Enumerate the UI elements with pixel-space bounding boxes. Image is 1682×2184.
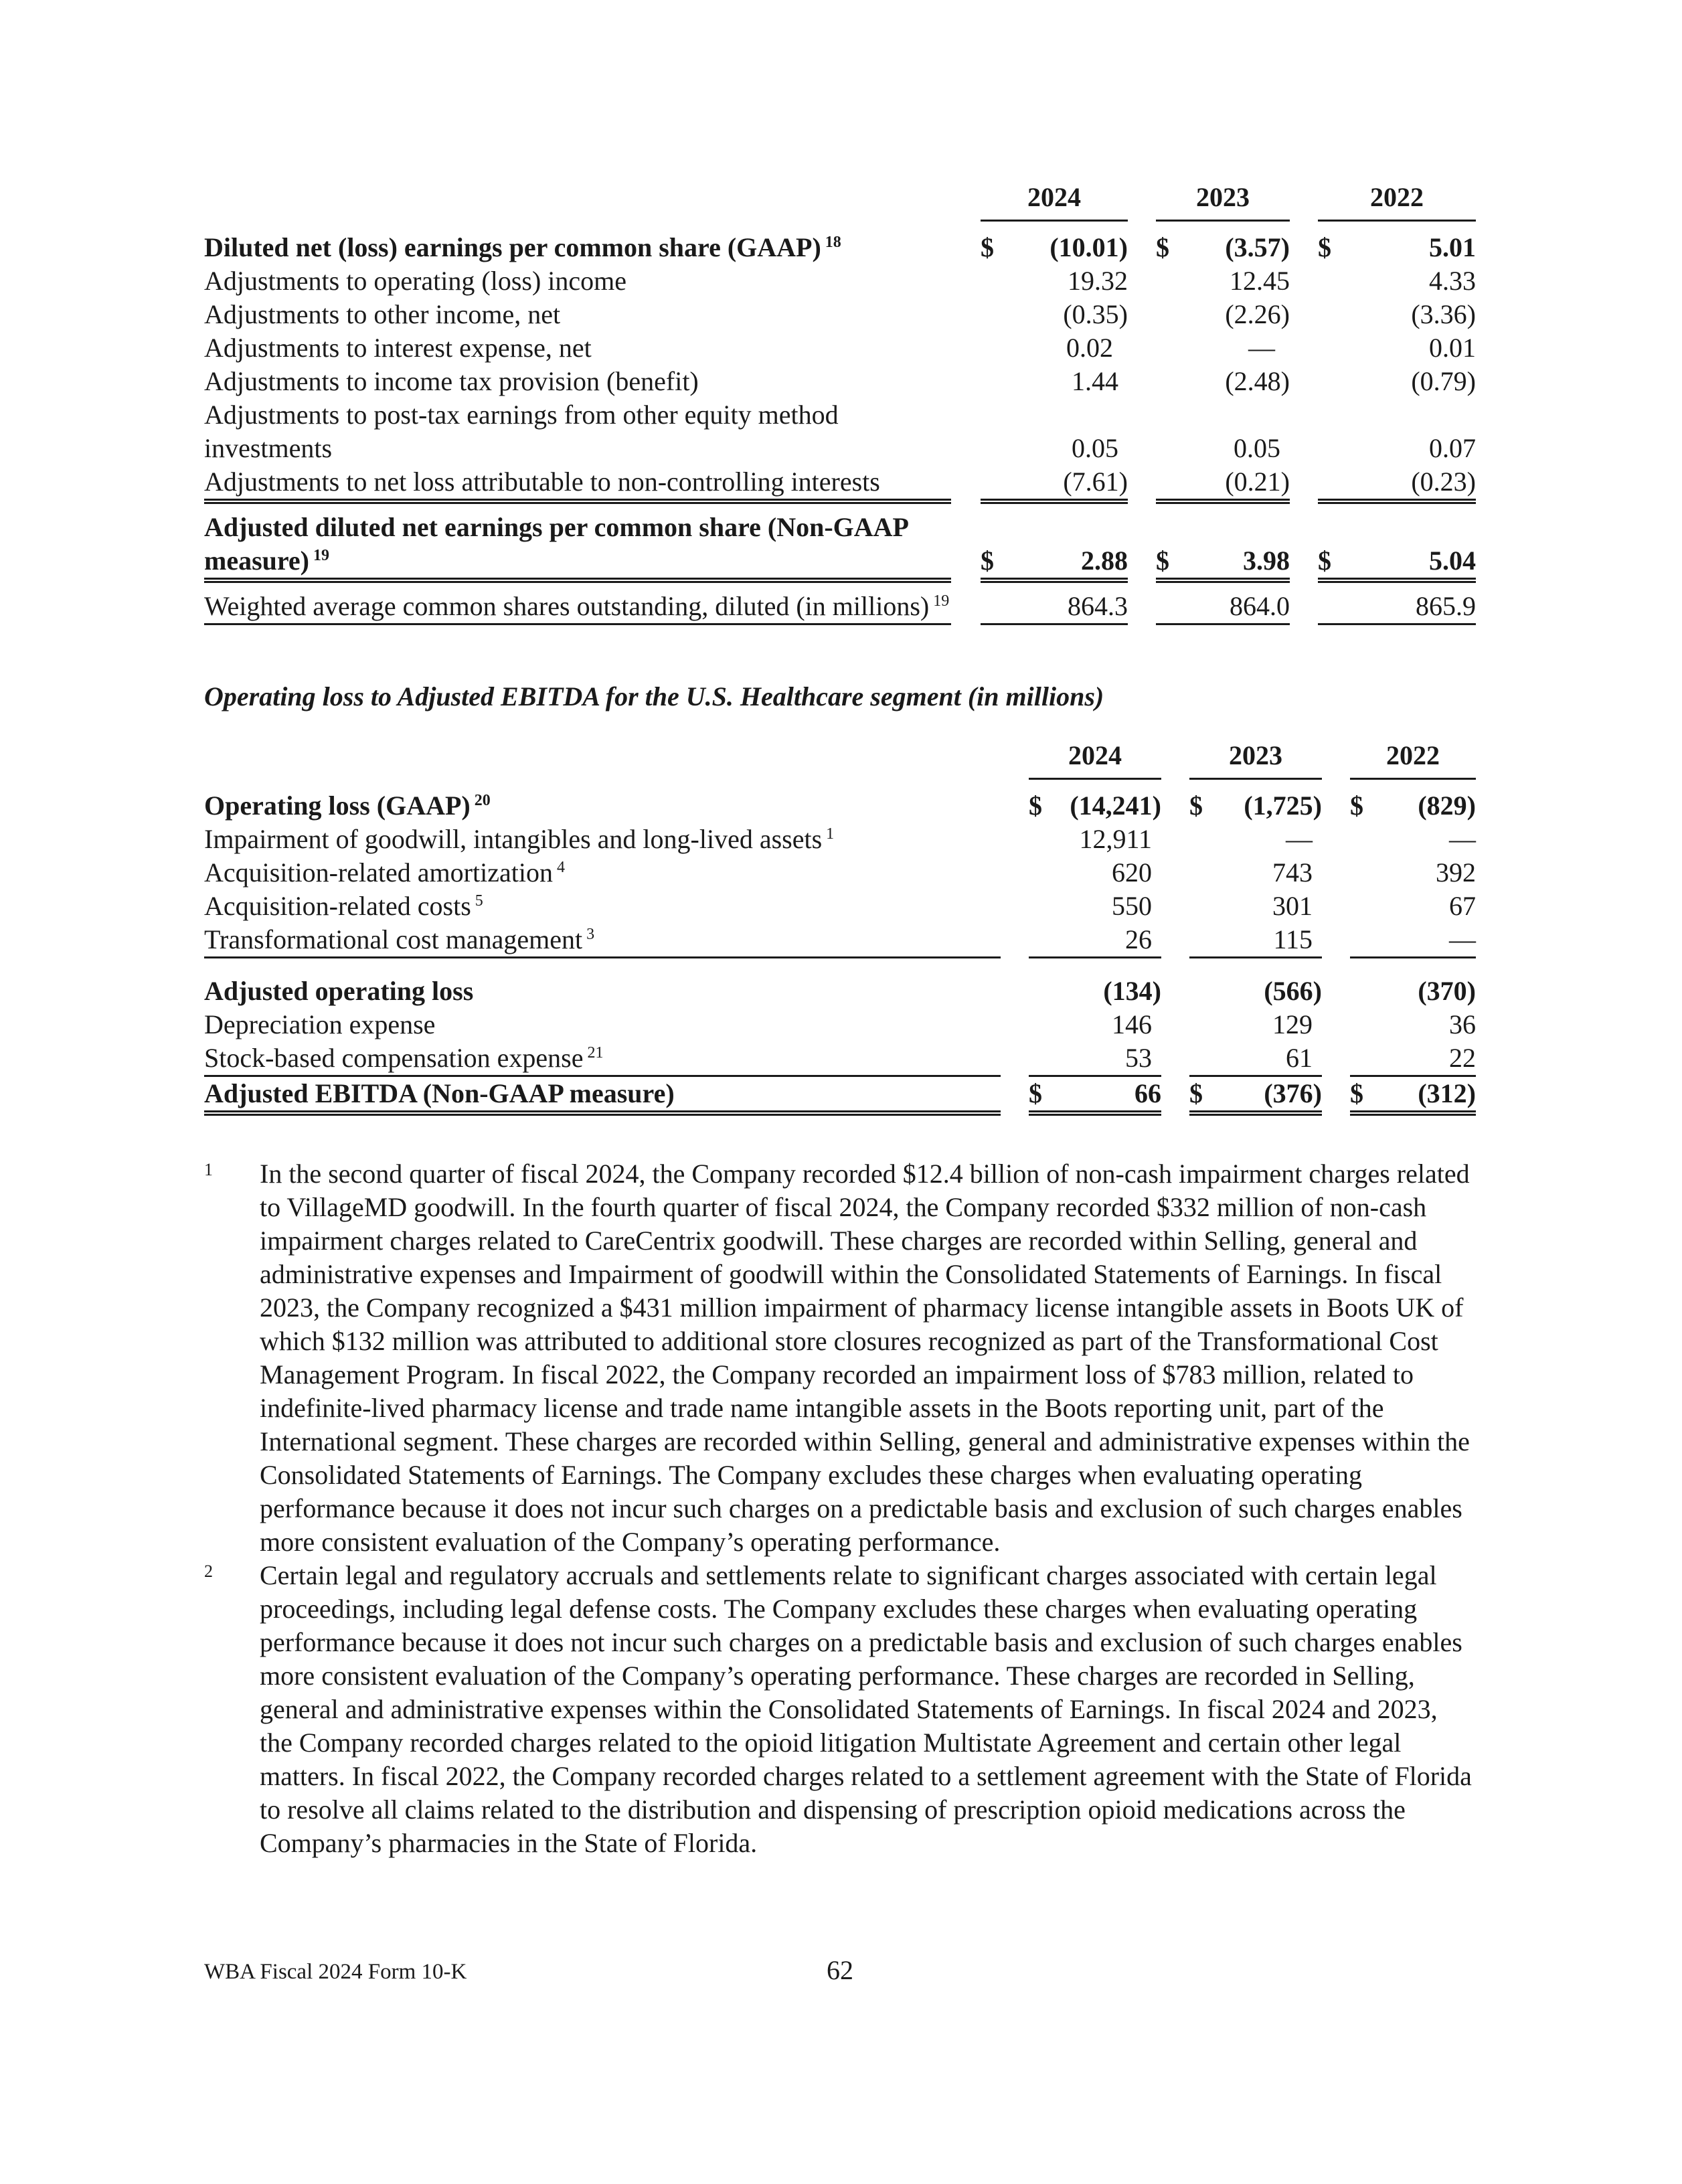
row-label: Adjustments to income tax provision (benefit)	[204, 366, 699, 396]
row-label: Adjustments to net loss attributable to non-controlling interests	[204, 465, 951, 501]
row-label: Stock-based compensation expense	[204, 1043, 584, 1073]
currency-symbol: $	[1318, 511, 1343, 580]
cell-value: —	[1248, 333, 1275, 363]
table-header-row	[204, 739, 1476, 779]
cell-value: 865.9	[1343, 590, 1476, 624]
table-row	[204, 365, 1476, 398]
cell-value: (134)	[1103, 976, 1161, 1006]
table-row	[204, 789, 1476, 823]
cell-value: 743	[1272, 857, 1313, 888]
currency-symbol: $	[1189, 1076, 1215, 1114]
cell-value: (7.61)	[1006, 465, 1128, 501]
table-row	[204, 231, 1476, 264]
table-row	[204, 923, 1476, 958]
year-header: 2023	[1189, 739, 1322, 779]
table-row	[204, 590, 1476, 624]
cell-value: (3.36)	[1411, 299, 1476, 329]
page-number: 62	[827, 1955, 853, 1985]
row-label: Adjusted EBITDA (Non-GAAP measure)	[204, 1076, 1001, 1114]
currency-symbol: $	[1156, 232, 1169, 262]
row-label: Diluted net (loss) earnings per common share (GAAP)	[204, 232, 821, 262]
footnote-ref: 18	[825, 233, 841, 251]
footnote-ref: 4	[556, 858, 565, 876]
cell-value: 4.33	[1429, 266, 1476, 296]
cell-value: 392	[1436, 857, 1476, 888]
row-label: Adjustments to operating (loss) income	[204, 266, 627, 296]
cell-value: (14,241)	[1070, 790, 1161, 821]
cell-value: 864.3	[1006, 590, 1128, 624]
year-header: 2022	[1318, 181, 1476, 221]
row-label: Impairment of goodwill, intangibles and long-lived assets	[204, 824, 823, 854]
currency-symbol: $	[1350, 790, 1363, 821]
cell-value: —	[1449, 824, 1476, 854]
section-title: Operating loss to Adjusted EBITDA for the U.S. Healthcare segment (in millions)	[204, 681, 1104, 711]
table-row	[204, 511, 1476, 580]
footnote-number: 1	[204, 1160, 213, 1179]
row-label: Acquisition-related costs	[204, 891, 471, 921]
cell-value: (566)	[1264, 976, 1322, 1006]
row-label: Weighted average common shares outstanding, diluted (in millions)	[204, 591, 930, 621]
cell-value: (370)	[1418, 976, 1476, 1006]
currency-symbol: $	[1029, 790, 1042, 821]
row-label: Adjusted diluted net earnings per common share (Non-GAAP measure)	[204, 512, 908, 576]
cell-value: 66	[1054, 1076, 1161, 1114]
row-label: Operating loss (GAAP)	[204, 790, 471, 821]
cell-value: (0.23)	[1343, 465, 1476, 501]
cell-value: 61	[1215, 1041, 1322, 1076]
cell-value: (312)	[1375, 1076, 1476, 1114]
footnote-text: In the second quarter of fiscal 2024, the Company recorded $12.4 billion of non-cash impairment charges related to VillageMD goodwill. In the fourth quarter of fiscal 2024, the Company recorded $332 million of non-cash impairment charges related to CareCentrix goodwill. These charges are recorded within Selling, general and administrative expenses and Impairment of goodwill within the Consolidated Statements of Earnings. In fiscal 2023, the Company recognized a $431 million impairment of pharmacy license intangible assets in Boots UK of which $132 million was attributed to additional store closures recognized as part of the Transformational Cost Management Program. In fiscal 2022, the Company recorded an impairment loss of $783 million, related to indefinite-lived pharmacy license and trade name intangible assets in the Boots reporting unit, part of the International segment. These charges are recorded within Selling, general and administrative expenses within the Consolidated Statements of Earnings. The Company excludes these charges when evaluating operating performance because it does not incur such charges on a predictable basis and exclusion of such charges enables more consistent evaluation of the Company’s operating performance.	[260, 1159, 1470, 1557]
table-row	[204, 465, 1476, 501]
eps-reconciliation-table	[204, 181, 1476, 625]
footnote-ref: 19	[313, 546, 329, 564]
cell-value: —	[1286, 824, 1313, 854]
cell-value: 146	[1112, 1009, 1152, 1039]
currency-symbol: $	[1318, 232, 1331, 262]
cell-value: (2.26)	[1225, 299, 1290, 329]
row-label: Depreciation expense	[204, 1009, 436, 1039]
table-row	[204, 856, 1476, 890]
row-label: Adjustments to interest expense, net	[204, 333, 592, 363]
cell-value: 115	[1215, 923, 1322, 958]
currency-symbol: $	[1189, 790, 1203, 821]
cell-value: 26	[1054, 923, 1161, 958]
footnote-ref: 20	[474, 791, 491, 809]
cell-value: (0.35)	[1063, 299, 1128, 329]
cell-value: 0.07	[1429, 433, 1476, 463]
cell-value: 19.32	[1068, 266, 1128, 296]
cell-value: 129	[1272, 1009, 1313, 1039]
cell-value: (376)	[1215, 1076, 1322, 1114]
footnotes	[204, 1157, 1476, 1860]
cell-value: 5.04	[1343, 511, 1476, 580]
cell-value: 22	[1375, 1041, 1476, 1076]
page-footer	[204, 1954, 1476, 1988]
table-header-row	[204, 181, 1476, 221]
year-header: 2023	[1156, 181, 1290, 221]
cell-value: 550	[1112, 891, 1152, 921]
footnote-ref: 1	[826, 825, 835, 843]
currency-symbol: $	[981, 511, 1006, 580]
cell-value: (3.57)	[1225, 232, 1290, 262]
row-label: Acquisition-related amortization	[204, 857, 553, 888]
footnote	[204, 1559, 1476, 1860]
cell-value: 2.88	[1006, 511, 1128, 580]
cell-value: 1.44	[1072, 366, 1118, 396]
footer-document-title: WBA Fiscal 2024 Form 10-K	[204, 1960, 467, 1984]
cell-value: 36	[1449, 1009, 1476, 1039]
currency-symbol: $	[981, 232, 994, 262]
footnote-number: 2	[204, 1562, 213, 1581]
year-header: 2024	[1029, 739, 1161, 779]
cell-value: 3.98	[1181, 511, 1290, 580]
table-row	[204, 331, 1476, 365]
table-row	[204, 1076, 1476, 1114]
cell-value: (10.01)	[1049, 232, 1128, 262]
cell-value: 620	[1112, 857, 1152, 888]
row-label: Adjustments to other income, net	[204, 299, 561, 329]
footnote-ref: 21	[587, 1043, 604, 1062]
table-row	[204, 823, 1476, 856]
table-row	[204, 1041, 1476, 1076]
cell-value: —	[1375, 923, 1476, 958]
cell-value: 301	[1272, 891, 1313, 921]
ebitda-reconciliation-table	[204, 739, 1476, 1116]
row-label: Adjustments to post-tax earnings from other equity method investments	[204, 400, 839, 463]
footnote	[204, 1157, 1476, 1559]
cell-value: 12.45	[1230, 266, 1290, 296]
footnote-ref: 19	[933, 592, 950, 610]
cell-value: (1,725)	[1244, 790, 1322, 821]
table-row	[204, 1008, 1476, 1041]
footnote-text: Certain legal and regulatory accruals and settlements relate to significant charges associated with certain legal proceedings, including legal defense costs. The Company excludes these charges when evaluating operating performance because it does not incur such charges on a predictable basis and exclusion of such charges enables more consistent evaluation of the Company’s operating performance. These charges are recorded in Selling, general and administrative expenses within the Consolidated Statements of Earnings. In fiscal 2024 and 2023, the Company recorded charges related to the opioid litigation Multistate Agreement and certain other legal matters. In fiscal 2022, the Company recorded charges related to a settlement agreement with the State of Florida to resolve all claims related to the distribution and dispensing of prescription opioid medications across the Company’s pharmacies in the State of Florida.	[260, 1560, 1472, 1858]
cell-value: 0.01	[1429, 333, 1476, 363]
currency-symbol: $	[1156, 511, 1181, 580]
cell-value: 53	[1054, 1041, 1161, 1076]
cell-value: (829)	[1418, 790, 1476, 821]
footnote-ref: 5	[475, 892, 483, 910]
cell-value: 0.05	[1072, 433, 1118, 463]
cell-value: 0.05	[1234, 433, 1280, 463]
row-label: Transformational cost management	[204, 924, 583, 954]
cell-value: (0.79)	[1411, 366, 1476, 396]
year-header: 2022	[1350, 739, 1476, 779]
cell-value: 67	[1449, 891, 1476, 921]
table-row	[204, 975, 1476, 1008]
year-header: 2024	[981, 181, 1128, 221]
table-row	[204, 398, 1476, 465]
cell-value: 12,911	[1079, 824, 1152, 854]
cell-value: 5.01	[1429, 232, 1476, 262]
cell-value: 864.0	[1181, 590, 1290, 624]
currency-symbol: $	[1350, 1076, 1375, 1114]
table-row	[204, 264, 1476, 298]
currency-symbol: $	[1029, 1076, 1054, 1114]
table-row	[204, 298, 1476, 331]
cell-value: (2.48)	[1225, 366, 1290, 396]
cell-value: (0.21)	[1181, 465, 1290, 501]
document-page	[204, 181, 1476, 1860]
table-row	[204, 890, 1476, 923]
footnote-ref: 3	[586, 925, 595, 943]
row-label: Adjusted operating loss	[204, 976, 474, 1006]
cell-value: 0.02	[1066, 333, 1113, 363]
